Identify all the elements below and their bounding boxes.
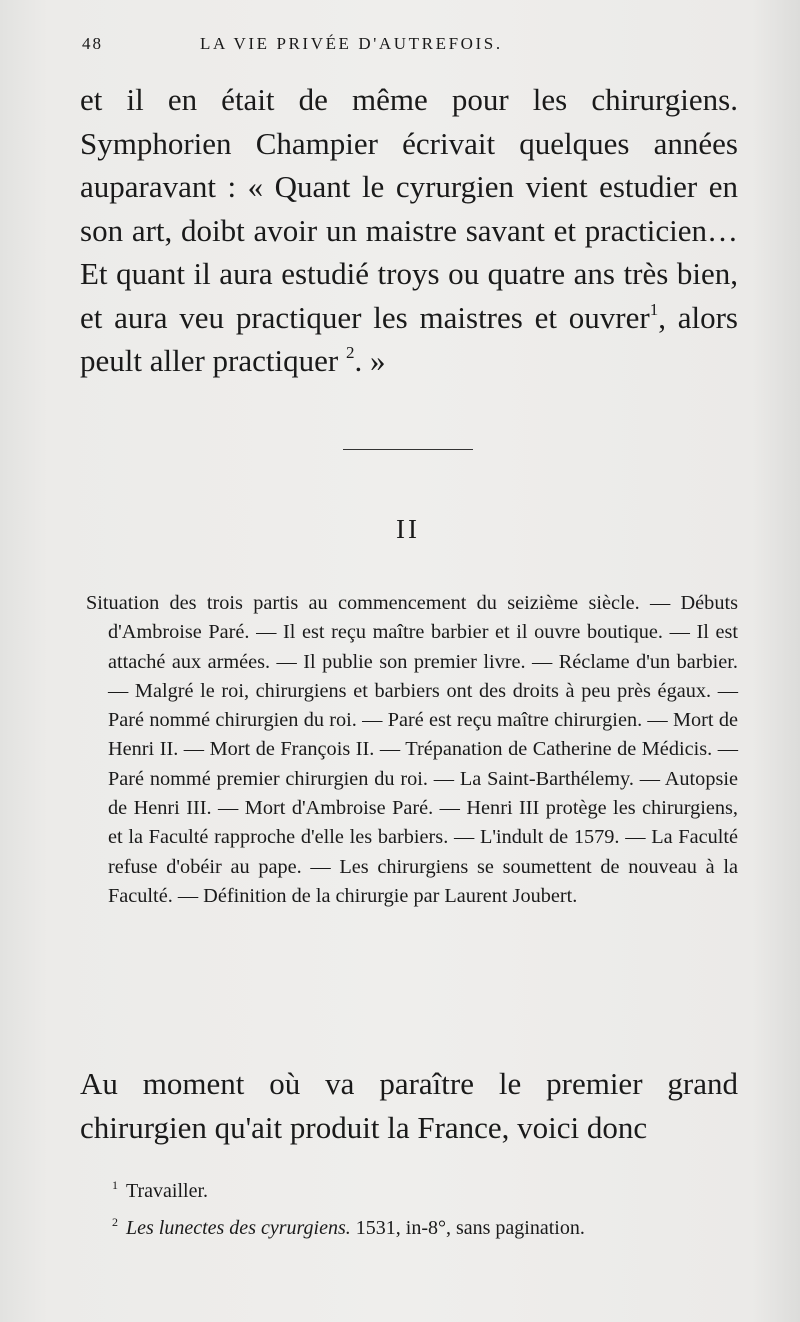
- chapter-summary: Situation des trois partis au commencement du seizième siècle. — Débuts d'Ambroise Paré. — Il est reçu maître barbier et il ouvre boutique. — Il est attaché aux armées. — Il publie son premier livre. — Réclame d'un barbier. — Malgré le roi, chirurgiens et barbiers ont des droits à peu près égaux. — Paré nommé chirurgien du roi. — Paré est reçu maître chirurgien. — Mort de Henri II. — Mort de François II. — Trépanation de Catherine de Médicis. — Paré nommé premier chirurgien du roi. — La Saint-Barthélemy. — Autopsie de Henri III. — Mort d'Ambroise Paré. — Henri III protège les chirurgiens, et la Faculté rapproche d'elle les barbiers. — L'indult de 1579. — La Faculté refuse d'obéir au pape. — Les chirurgiens se soumettent de nouveau à la Faculté. — Définition de la chirurgie par Laurent Joubert.: [86, 592, 738, 907]
- running-title: LA VIE PRIVÉE D'AUTREFOIS.: [200, 34, 503, 53]
- footnote-ref-1: 1: [649, 299, 659, 319]
- paragraph-1-text: et il en était de même pour les chirurgiens. Symphorien Champier écrivait quelques années auparavant : « Quant le cyrurgien vient estudier en son art, doibt avoir un maistre savant et practicien… Et quant il aura estudié troys ou quatre ans très bien, et aura veu practiquer les maistres et ouvrer: [80, 82, 738, 335]
- page-header: [82, 34, 740, 58]
- footnotes: [112, 1170, 752, 1244]
- paragraph-1-text-cont: , alors peult aller practiquer: [80, 299, 738, 378]
- footnote-2: [112, 1207, 752, 1244]
- page-number: 48: [82, 34, 103, 53]
- section-divider: [343, 449, 473, 450]
- body-paragraph-2: Au moment où va paraître le premier grand chirurgien qu'ait produit la France, voici donc: [80, 1066, 738, 1145]
- footnote-1-text: Travailler.: [126, 1180, 209, 1202]
- footnote-2-title: Les lunectes des cyrurgiens.: [126, 1217, 351, 1239]
- section-number: II: [396, 514, 420, 544]
- body-paragraph-1: [80, 78, 738, 383]
- footnote-2-text: 1531, in-8°, sans pagination.: [350, 1217, 585, 1239]
- footnote-ref-2: 2: [345, 343, 355, 362]
- footnote-mark-2: 2: [112, 1215, 118, 1229]
- paragraph-1-text-end: . »: [354, 343, 386, 378]
- footnote-mark-1: 1: [112, 1178, 118, 1192]
- footnote-1: [112, 1170, 752, 1207]
